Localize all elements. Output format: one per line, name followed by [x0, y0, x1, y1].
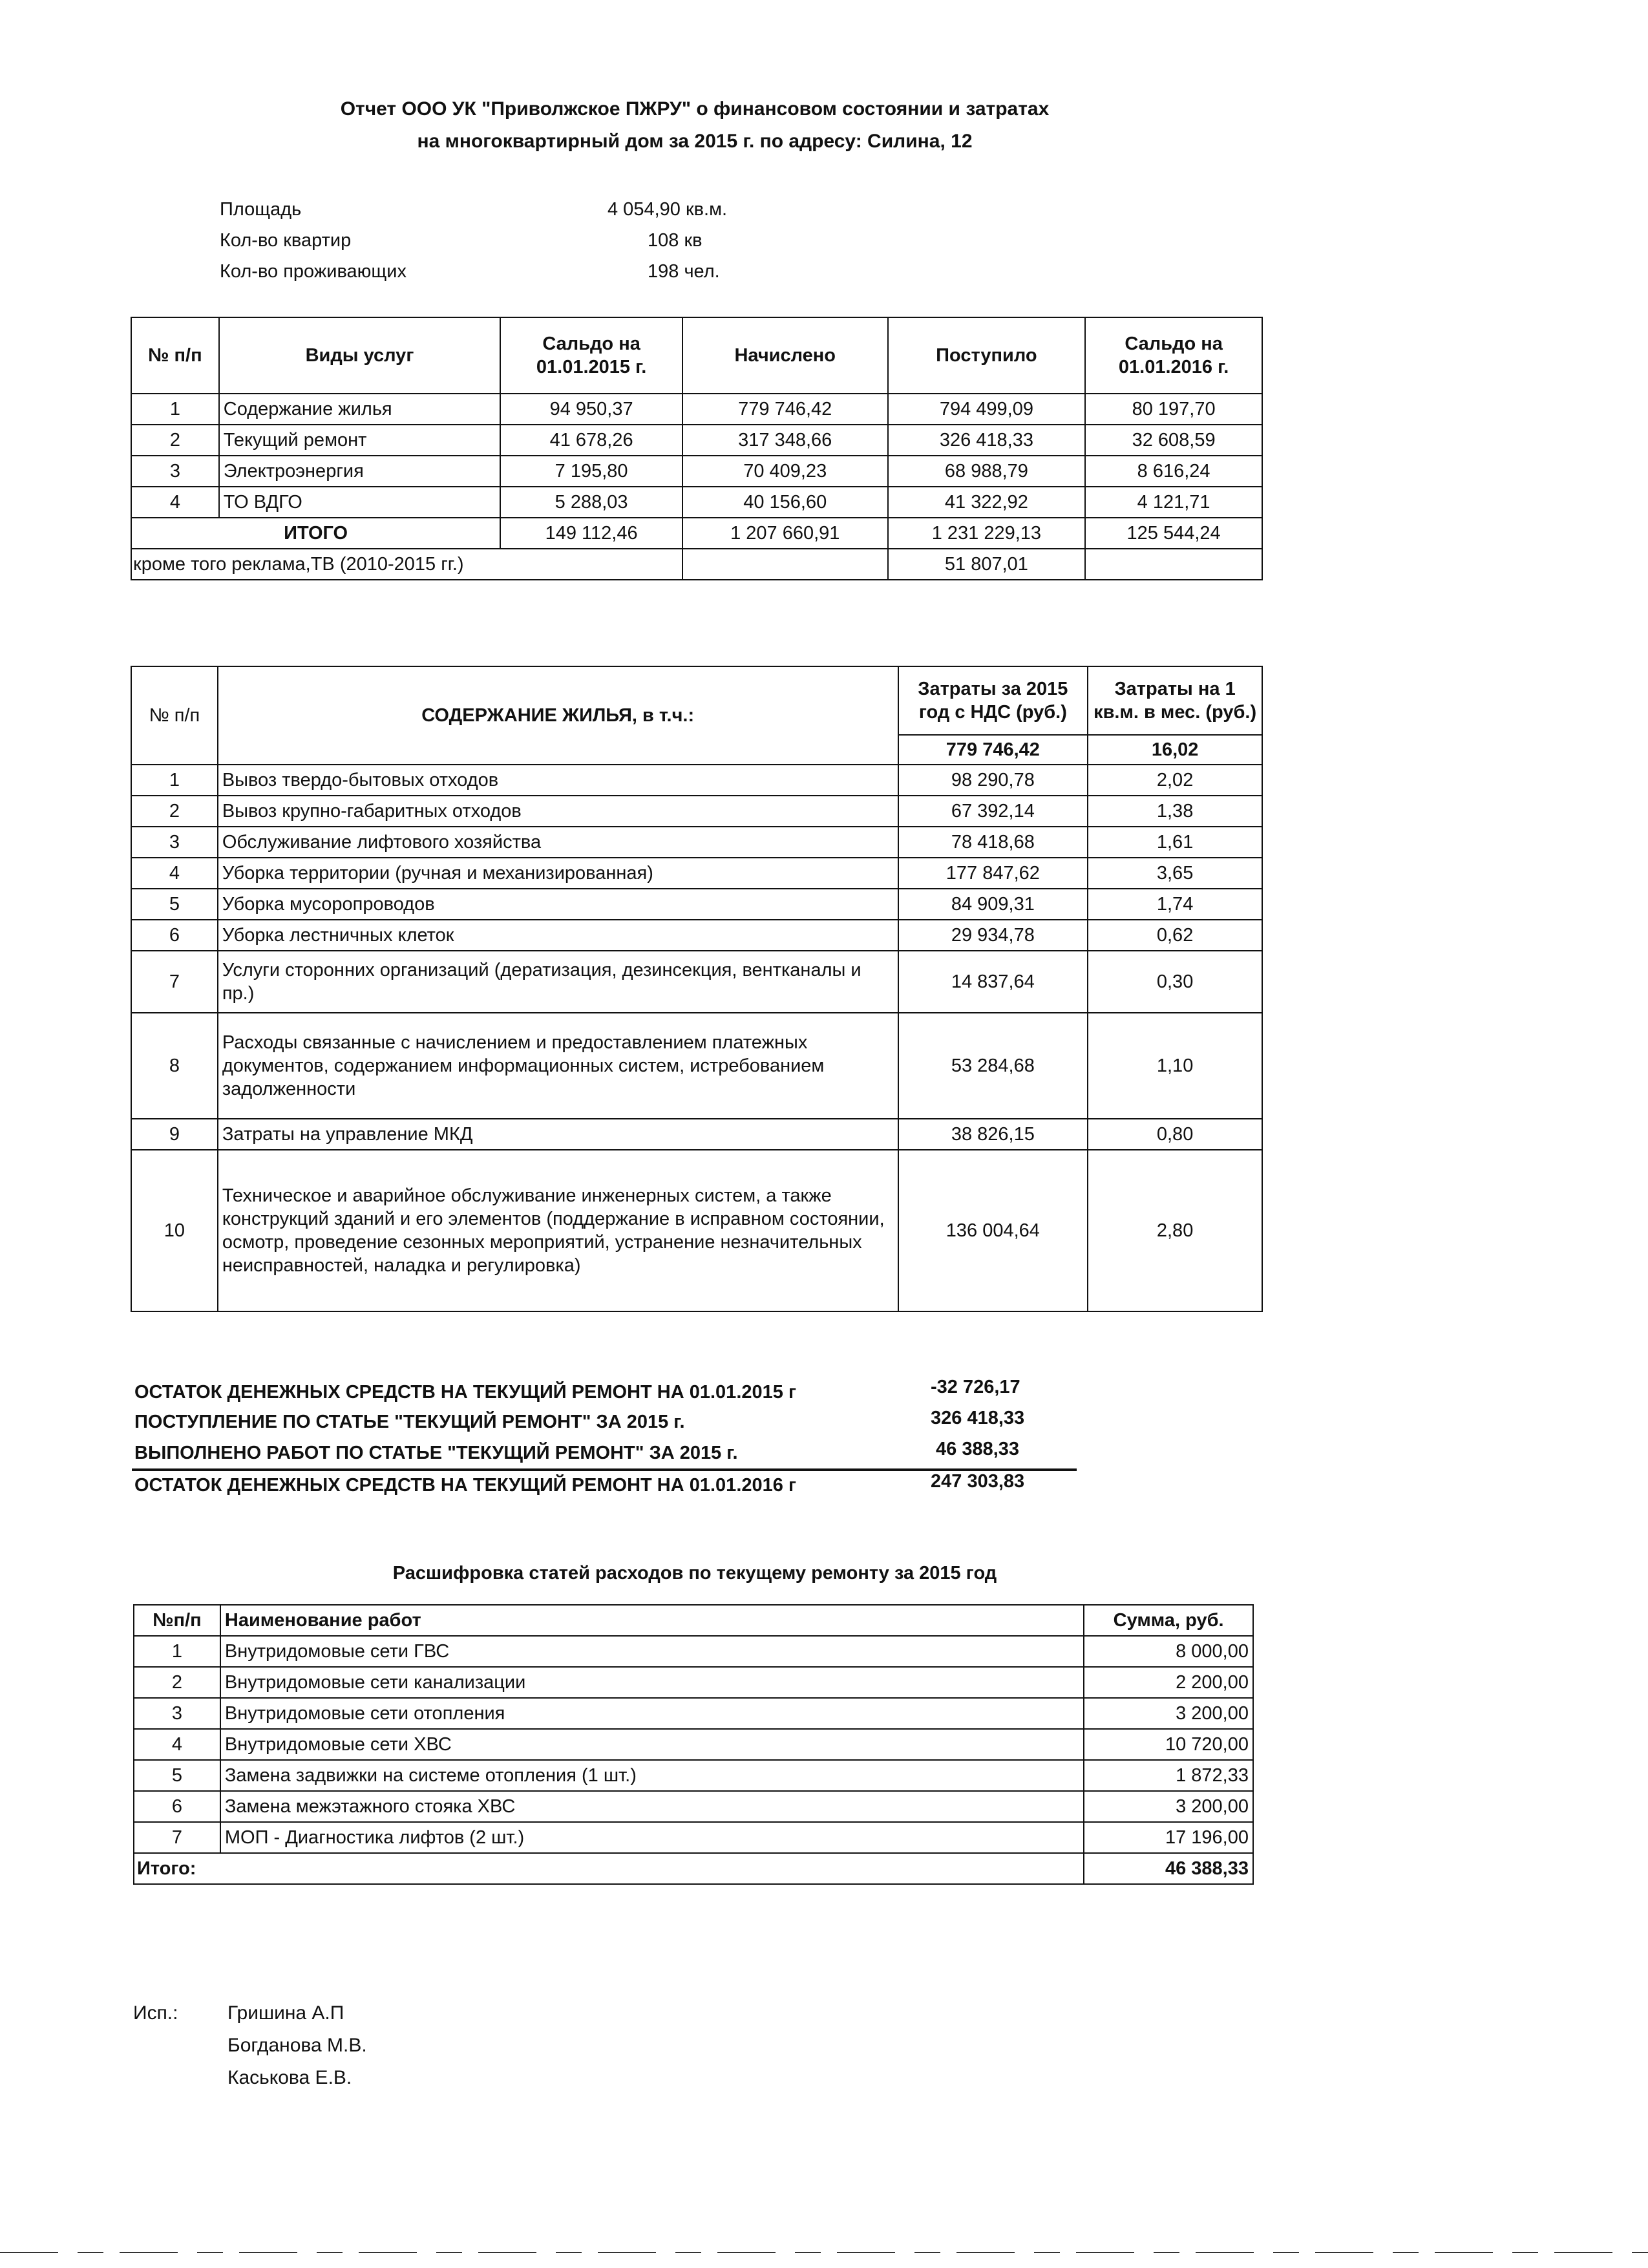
total-cell: 125 544,24	[1085, 518, 1262, 549]
row-number: 4	[131, 487, 219, 518]
amount-cell: 8 000,00	[1084, 1636, 1253, 1667]
table-row	[134, 1698, 1253, 1729]
amount-cell: 136 004,64	[898, 1150, 1088, 1311]
row-number: 8	[131, 1013, 218, 1119]
header-cell: Наименование работ	[220, 1605, 1084, 1636]
report-title-line2: на многоквартирный дом за 2015 г. по адресу: Силина, 12	[417, 131, 973, 152]
item-name: Затраты на управление МКД	[218, 1119, 898, 1150]
amount-cell: 32 608,59	[1085, 425, 1262, 456]
total-label: Итого:	[134, 1853, 1084, 1884]
row-number: 7	[131, 951, 218, 1013]
header-cell: Начислено	[682, 317, 888, 394]
signature-name-3: Каськова Е.В.	[227, 2067, 352, 2088]
item-name: Техническое и аварийное обслуживание инженерных систем, а также конструкций зданий и его элементов (поддержание в исправном состоянии, осмотр, проведение сезонных мероприятий, устранение незначительных неисправностей, наладка и регулировка)	[218, 1150, 898, 1311]
row-number: 2	[131, 425, 219, 456]
balance-spent-value: 46 388,33	[936, 1439, 1020, 1459]
row-number: 1	[131, 765, 218, 796]
table-row	[131, 1119, 1262, 1150]
rate-cell: 2,02	[1088, 765, 1262, 796]
balance-spent-label: ВЫПОЛНЕНО РАБОТ ПО СТАТЬЕ "ТЕКУЩИЙ РЕМОНТ" ЗА 2015 г.	[134, 1443, 738, 1463]
services-header-row	[131, 317, 1262, 394]
info-residents-label: Кол-во проживающих	[220, 261, 407, 282]
table-row	[134, 1822, 1253, 1853]
rate-cell: 3,65	[1088, 858, 1262, 889]
row-number: 9	[131, 1119, 218, 1150]
repair-total-row	[134, 1853, 1253, 1884]
total-row	[131, 518, 1262, 549]
amount-cell: 317 348,66	[682, 425, 888, 456]
amount-cell: 5 288,03	[500, 487, 682, 518]
signature-name-2: Богданова М.В.	[227, 2035, 367, 2056]
rate-cell: 1,38	[1088, 796, 1262, 827]
table-row	[131, 951, 1262, 1013]
total-cell: 1 207 660,91	[682, 518, 888, 549]
extra-label: кроме того реклама,ТВ (2010-2015 гг.)	[131, 549, 682, 580]
rate-cell: 0,80	[1088, 1119, 1262, 1150]
table-row	[134, 1636, 1253, 1667]
table-row	[131, 456, 1262, 487]
balance-income-value: 326 418,33	[931, 1408, 1025, 1428]
item-name: Уборка мусоропроводов	[218, 889, 898, 920]
row-number: 7	[134, 1822, 220, 1853]
extra-row	[131, 549, 1262, 580]
rate-cell: 0,62	[1088, 920, 1262, 951]
row-number: 5	[134, 1760, 220, 1791]
table-row	[131, 858, 1262, 889]
amount-cell: 41 678,26	[500, 425, 682, 456]
rate-cell: 1,10	[1088, 1013, 1262, 1119]
amount-cell: 177 847,62	[898, 858, 1088, 889]
item-name: Услуги сторонних организаций (дератизация, дезинсекция, вентканалы и пр.)	[218, 951, 898, 1013]
header-cell: Виды услуг	[219, 317, 500, 394]
service-name: ТО ВДГО	[219, 487, 500, 518]
amount-cell: 40 156,60	[682, 487, 888, 518]
signature-name-1: Гришина А.П	[227, 2002, 344, 2024]
balance-income-label: ПОСТУПЛЕНИЕ ПО СТАТЬЕ "ТЕКУЩИЙ РЕМОНТ" ЗА 2015 г.	[134, 1412, 685, 1432]
balance-end-label: ОСТАТОК ДЕНЕЖНЫХ СРЕДСТВ НА ТЕКУЩИЙ РЕМОНТ НА 01.01.2016 г	[134, 1475, 797, 1496]
header-cell: №п/п	[134, 1605, 220, 1636]
info-area-value: 4 054,90 кв.м.	[607, 199, 728, 220]
work-name: Замена задвижки на системе отопления (1 шт.)	[220, 1760, 1084, 1791]
amount-cell: 80 197,70	[1085, 394, 1262, 425]
amount-cell: 8 616,24	[1085, 456, 1262, 487]
table-row	[134, 1667, 1253, 1698]
amount-cell: 17 196,00	[1084, 1822, 1253, 1853]
amount-cell: 2 200,00	[1084, 1667, 1253, 1698]
amount-cell: 10 720,00	[1084, 1729, 1253, 1760]
service-name: Текущий ремонт	[219, 425, 500, 456]
item-name: Уборка территории (ручная и механизированная)	[218, 858, 898, 889]
info-residents-value: 198 чел.	[648, 261, 720, 282]
table-row	[131, 827, 1262, 858]
total-cell: 46 388,33	[1084, 1853, 1253, 1884]
info-apartments-value: 108 кв	[648, 230, 703, 251]
work-name: Внутридомовые сети ХВС	[220, 1729, 1084, 1760]
table-row	[131, 487, 1262, 518]
signature-label: Исп.:	[133, 2002, 178, 2024]
report-title-line1: Отчет ООО УК "Приволжское ПЖРУ" о финансовом состоянии и затратах	[340, 98, 1050, 120]
item-name: Расходы связанные с начислением и предоставлением платежных документов, содержанием информационных систем, истребованием задолженности	[218, 1013, 898, 1119]
table-row	[131, 1013, 1262, 1119]
total-label: ИТОГО	[131, 518, 500, 549]
header-cell: Сальдо на 01.01.2015 г.	[500, 317, 682, 394]
amount-cell: 38 826,15	[898, 1119, 1088, 1150]
total-cell: 1 231 229,13	[888, 518, 1086, 549]
repair-header-row	[134, 1605, 1253, 1636]
row-number: 4	[134, 1729, 220, 1760]
work-name: Внутридомовые сети ГВС	[220, 1636, 1084, 1667]
amount-cell: 98 290,78	[898, 765, 1088, 796]
item-name: Обслуживание лифтового хозяйства	[218, 827, 898, 858]
header-cell: № п/п	[131, 666, 218, 765]
amount-cell: 68 988,79	[888, 456, 1086, 487]
info-apartments-label: Кол-во квартир	[220, 230, 352, 251]
amount-cell: 41 322,92	[888, 487, 1086, 518]
work-name: МОП - Диагностика лифтов (2 шт.)	[220, 1822, 1084, 1853]
amount-cell: 7 195,80	[500, 456, 682, 487]
table-row	[131, 425, 1262, 456]
amount-cell: 3 200,00	[1084, 1698, 1253, 1729]
amount-cell: 70 409,23	[682, 456, 888, 487]
work-name: Внутридомовые сети отопления	[220, 1698, 1084, 1729]
row-number: 6	[131, 920, 218, 951]
repair-title: Расшифровка статей расходов по текущему ремонту за 2015 год	[392, 1563, 997, 1584]
balance-start-value: -32 726,17	[931, 1377, 1020, 1397]
row-number: 6	[134, 1791, 220, 1822]
amount-cell: 94 950,37	[500, 394, 682, 425]
table-row	[134, 1729, 1253, 1760]
table-row	[131, 796, 1262, 827]
amount-cell: 84 909,31	[898, 889, 1088, 920]
amount-cell: 4 121,71	[1085, 487, 1262, 518]
work-name: Замена межэтажного стояка ХВС	[220, 1791, 1084, 1822]
header-cell: Затраты за 2015 год с НДС (руб.)	[898, 666, 1088, 735]
row-number: 5	[131, 889, 218, 920]
maintenance-header-row	[131, 666, 1262, 735]
table-row	[134, 1791, 1253, 1822]
row-number: 4	[131, 858, 218, 889]
row-number: 1	[134, 1636, 220, 1667]
rate-cell: 1,61	[1088, 827, 1262, 858]
row-number: 3	[131, 456, 219, 487]
services-table	[131, 317, 1263, 580]
table-row	[131, 920, 1262, 951]
balance-end-value: 247 303,83	[931, 1471, 1025, 1492]
total-cell: 149 112,46	[500, 518, 682, 549]
amount-cell: 3 200,00	[1084, 1791, 1253, 1822]
repair-table	[133, 1604, 1254, 1885]
item-name: Вывоз твердо-бытовых отходов	[218, 765, 898, 796]
service-name: Содержание жилья	[219, 394, 500, 425]
table-row	[131, 765, 1262, 796]
total-cell: 16,02	[1088, 735, 1262, 765]
extra-value: 51 807,01	[888, 549, 1086, 580]
amount-cell: 14 837,64	[898, 951, 1088, 1013]
item-name: Вывоз крупно-габаритных отходов	[218, 796, 898, 827]
table-row	[134, 1760, 1253, 1791]
row-number: 1	[131, 394, 219, 425]
header-cell: Сумма, руб.	[1084, 1605, 1253, 1636]
empty-cell	[682, 549, 888, 580]
scan-bottom-edge	[0, 2249, 1648, 2256]
row-number: 2	[134, 1667, 220, 1698]
table-row	[131, 889, 1262, 920]
amount-cell: 67 392,14	[898, 796, 1088, 827]
rate-cell: 2,80	[1088, 1150, 1262, 1311]
header-cell: Затраты на 1 кв.м. в мес. (руб.)	[1088, 666, 1262, 735]
table-row	[131, 394, 1262, 425]
amount-cell: 53 284,68	[898, 1013, 1088, 1119]
table-row	[131, 1150, 1262, 1311]
work-name: Внутридомовые сети канализации	[220, 1667, 1084, 1698]
header-cell: Поступило	[888, 317, 1086, 394]
amount-cell: 78 418,68	[898, 827, 1088, 858]
header-cell: СОДЕРЖАНИЕ ЖИЛЬЯ, в т.ч.:	[218, 666, 898, 765]
service-name: Электроэнергия	[219, 456, 500, 487]
header-cell: Сальдо на 01.01.2016 г.	[1085, 317, 1262, 394]
maintenance-table	[131, 666, 1263, 1312]
amount-cell: 1 872,33	[1084, 1760, 1253, 1791]
total-cell: 779 746,42	[898, 735, 1088, 765]
row-number: 3	[131, 827, 218, 858]
header-cell: № п/п	[131, 317, 219, 394]
amount-cell: 779 746,42	[682, 394, 888, 425]
rate-cell: 0,30	[1088, 951, 1262, 1013]
empty-cell	[1085, 549, 1262, 580]
amount-cell: 29 934,78	[898, 920, 1088, 951]
row-number: 3	[134, 1698, 220, 1729]
amount-cell: 794 499,09	[888, 394, 1086, 425]
info-area-label: Площадь	[220, 199, 302, 220]
amount-cell: 326 418,33	[888, 425, 1086, 456]
rate-cell: 1,74	[1088, 889, 1262, 920]
balance-start-label: ОСТАТОК ДЕНЕЖНЫХ СРЕДСТВ НА ТЕКУЩИЙ РЕМОНТ НА 01.01.2015 г	[134, 1382, 797, 1403]
item-name: Уборка лестничных клеток	[218, 920, 898, 951]
row-number: 2	[131, 796, 218, 827]
row-number: 10	[131, 1150, 218, 1311]
